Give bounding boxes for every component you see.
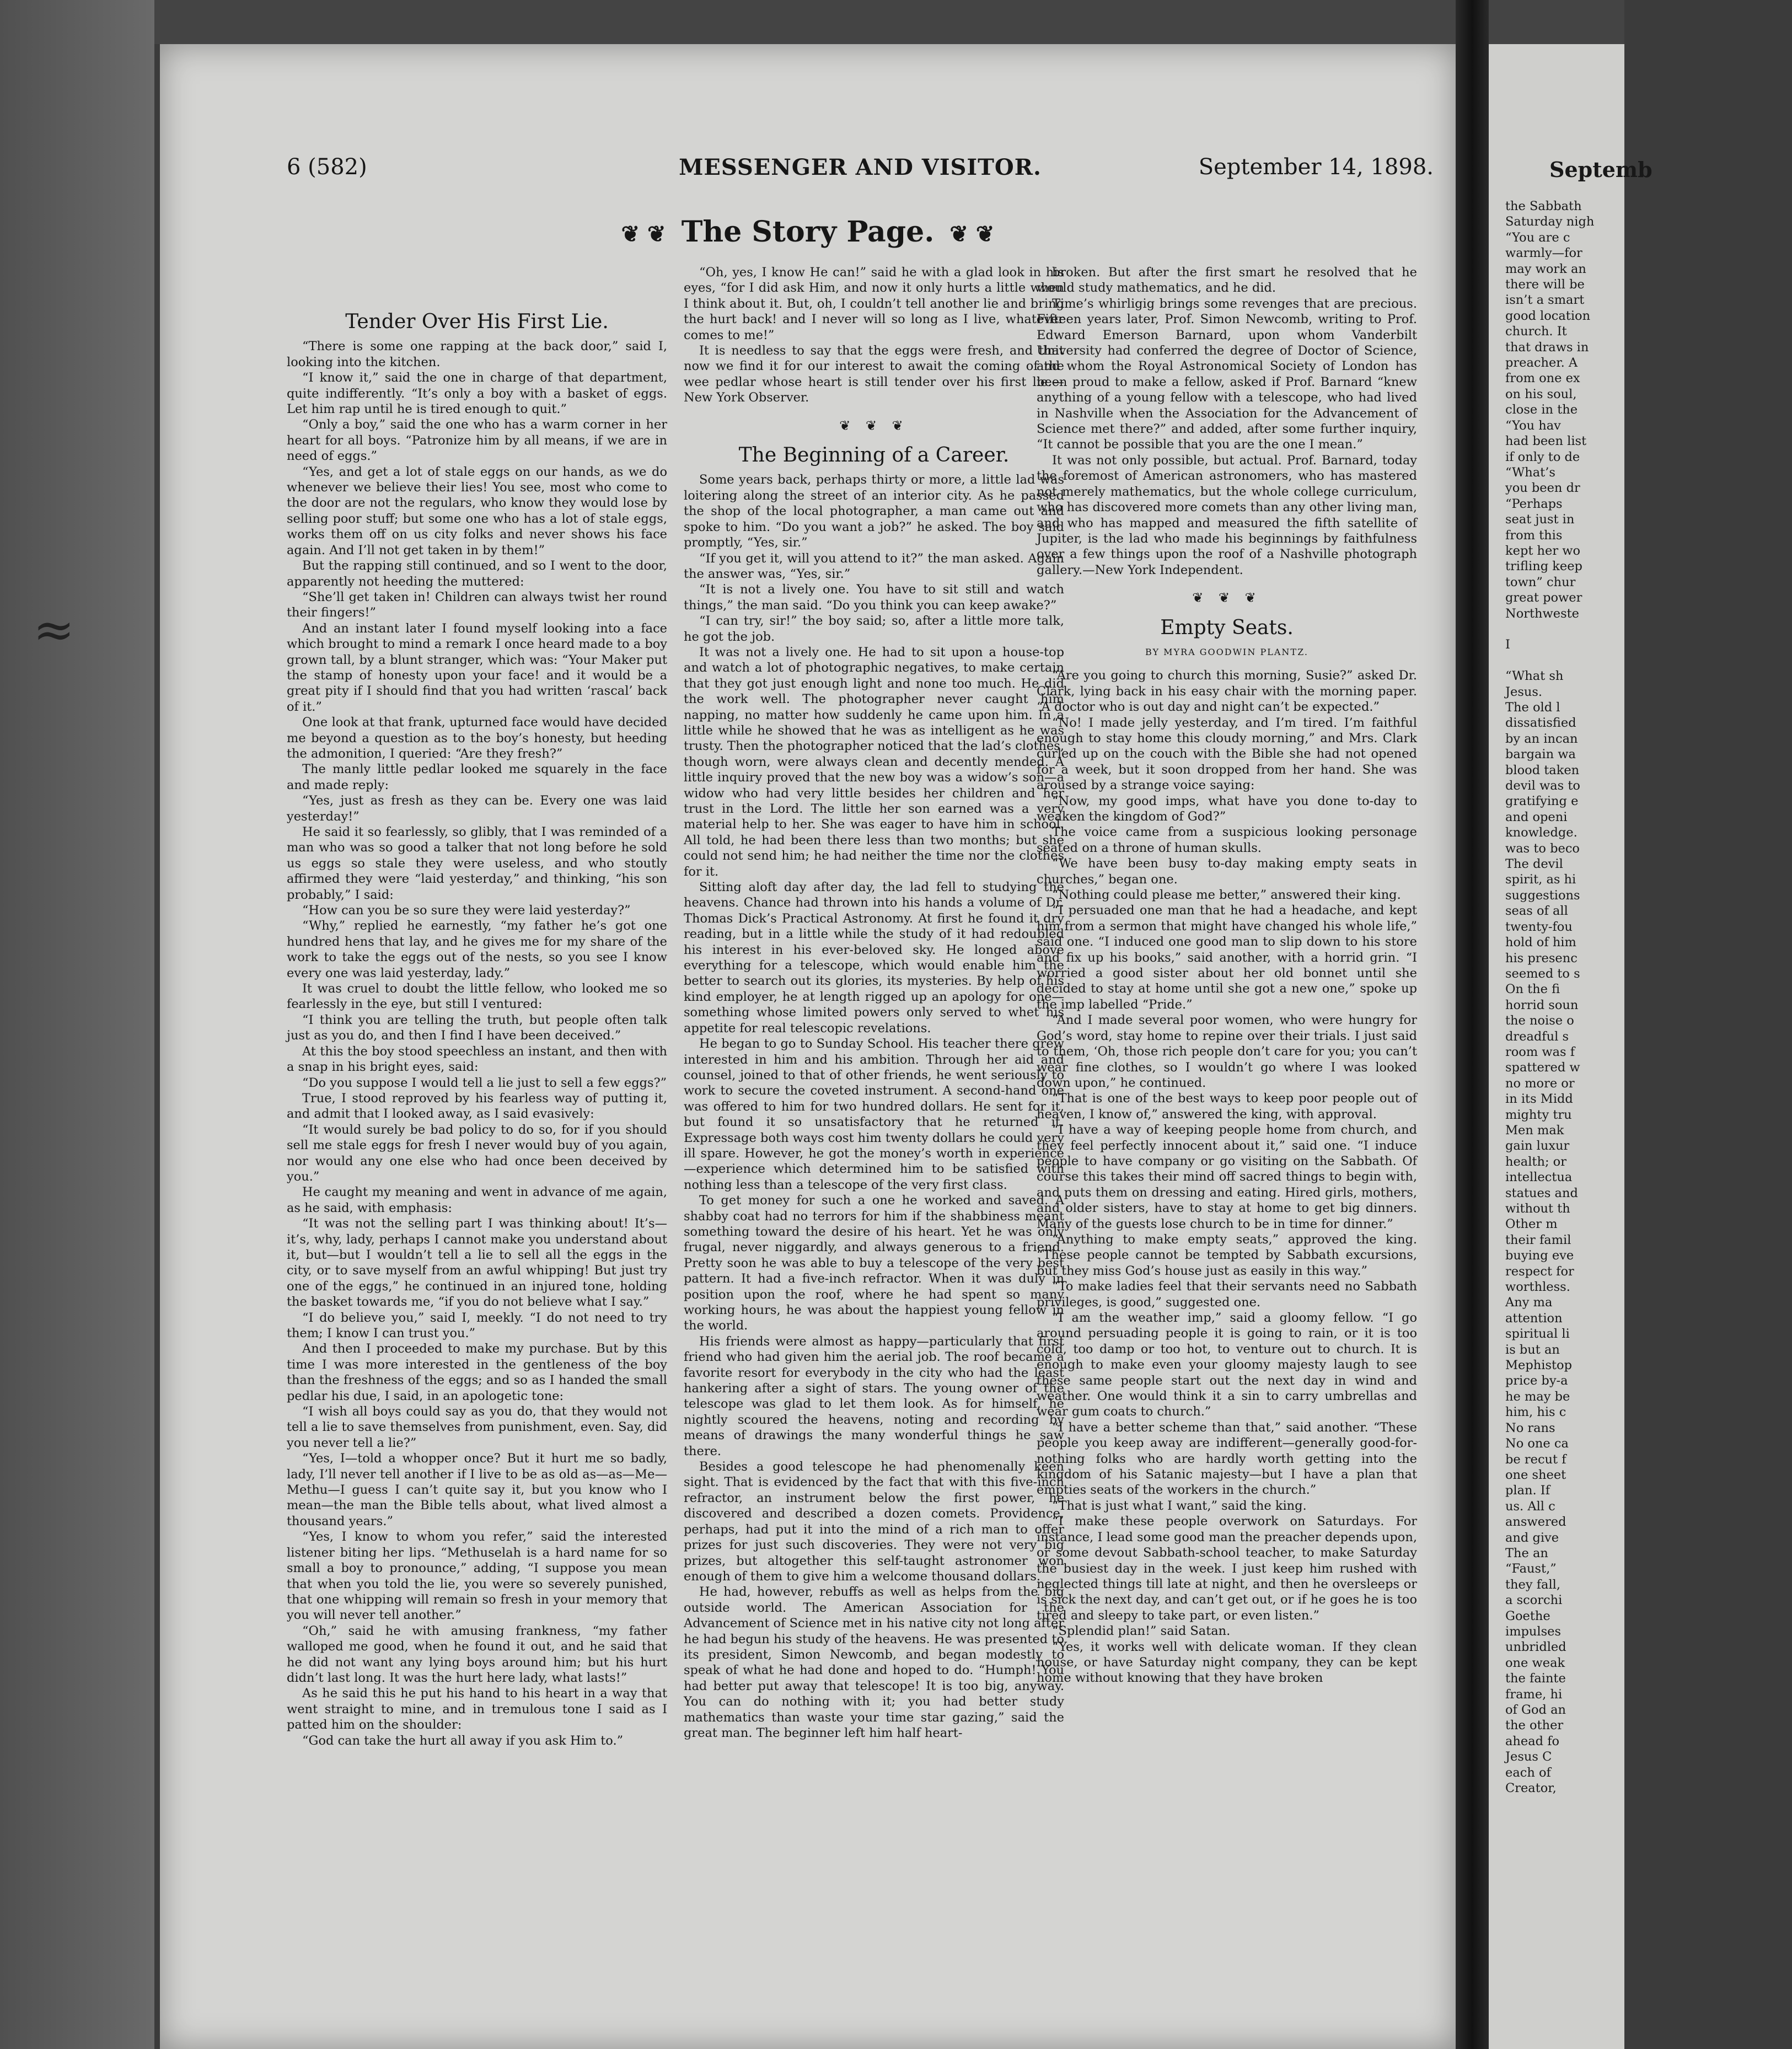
text-line: Northweste bbox=[1505, 606, 1580, 621]
paragraph: The voice came from a suspicious looking personage seated on a throne of human skulls. bbox=[1037, 825, 1417, 855]
article-title: The Beginning of a Career. bbox=[738, 444, 1010, 467]
paragraph: “Yes, just as fresh as they can be. Every one was laid yesterday!” bbox=[287, 793, 667, 824]
text-line: gain luxur bbox=[1505, 1139, 1570, 1154]
text-line: frame, hi bbox=[1505, 1687, 1563, 1702]
text-line: twenty-fou bbox=[1505, 919, 1573, 934]
adjacent-page-column bbox=[1505, 199, 1792, 1796]
text-line: their famil bbox=[1505, 1232, 1571, 1247]
paragraph: And an instant later I found myself looking into a face which brought to mind a remark I once heard made to a boy grown tall, by a blunt stranger, which was: “Your Maker put the stamp of honesty upon your face! and it would be a great pity if I should find that you had written ‘rascal’ back of it.” bbox=[287, 621, 667, 714]
text-line: bargain wa bbox=[1505, 747, 1576, 762]
text-line: spiritual li bbox=[1505, 1327, 1570, 1342]
text-line: one sheet bbox=[1505, 1467, 1566, 1482]
paragraph: And then I proceeded to make my purchase. But by this time I was more interested in the gentleness of the boy than the freshness of the eggs; and so as I handed the small pedlar his due, I said, in an apologetic tone: bbox=[287, 1342, 667, 1403]
paragraph: He caught my meaning and went in advance of me again, as he said, with emphasis: bbox=[287, 1185, 667, 1215]
text-line: respect for bbox=[1505, 1264, 1574, 1279]
text-line: Goethe bbox=[1505, 1608, 1550, 1623]
paragraph: It was cruel to doubt the little fellow, who looked me so fearlessly in the eye, but still I ventured: bbox=[287, 981, 667, 1012]
paragraph: “I wish all boys could say as you do, that they would not tell a lie to save themselves from punishment, even. Say, did you never tell a lie?” bbox=[287, 1404, 667, 1450]
text-line: “Perhaps bbox=[1505, 496, 1563, 511]
text-line: he may be bbox=[1505, 1389, 1570, 1404]
paragraph: “Yes, I—told a whopper once? But it hurt me so badly, lady, I’ll never tell another if I live to be as old as—as—Me—Methu—I guess I can’t quite say it, but you know who I mean—the man the Bible tells about, what lived almost a thousand years.” bbox=[287, 1451, 667, 1528]
fleuron-ornament-icon: ❦ ❦ bbox=[621, 221, 666, 247]
paragraph: Besides a good telescope he had phenomenally keen sight. That is evidenced by the fact that with this five-inch refractor, an instrument below the first power, he discovered and described a dozen comets. Providence, perhaps, had put it into the mind of a rich man to offer prizes for just such discoveries. They were not very big prizes, but altogether this self-taught astronomer won enough of them to give him a welcome thousand dollars. bbox=[684, 1460, 1064, 1584]
text-line: warmly—for bbox=[1505, 246, 1582, 261]
text-line: a scorchi bbox=[1505, 1593, 1563, 1608]
text-line: answered bbox=[1505, 1515, 1566, 1530]
scan-border-left bbox=[0, 0, 154, 2049]
text-line: price by-a bbox=[1505, 1374, 1568, 1388]
text-line: trifling keep bbox=[1505, 559, 1582, 574]
paragraph: He had, however, rebuffs as well as helps from the big outside world. The American Association for the Advancement of Science met in his native city not long after he had begun his study of the heavens. He was presented to its president, Simon Newcomb, and began modestly to speak of what he had done and hoped to do. “Humph! You had better put away that telescope! It is too big, anyway. You can do nothing with it; you had better study mathematics than waste your time star gazing,” said the great man. The beginner left him half heart- bbox=[684, 1585, 1064, 1740]
text-line: from one ex bbox=[1505, 371, 1580, 386]
text-line: in its Midd bbox=[1505, 1092, 1573, 1107]
text-line: you been dr bbox=[1505, 481, 1580, 496]
text-line: Creator, bbox=[1505, 1781, 1557, 1796]
text-line: of God an bbox=[1505, 1703, 1566, 1717]
paragraph: One look at that frank, upturned face would have decided me beyond a question as to the boy’s honesty, but heeding the admonition, I queried: “Are they fresh?” bbox=[287, 715, 667, 761]
text-line: “Faust,” bbox=[1505, 1562, 1557, 1576]
margin-pen-mark: ≈ bbox=[33, 601, 75, 659]
text-line: plan. If bbox=[1505, 1483, 1550, 1498]
paragraph: “Oh, yes, I know He can!” said he with a glad look in his eyes, “for I did ask Him, and now it only hurts a little when I think about it. But, oh, I couldn’t tell another lie and bring the hurt back! and I never will so long as I live, whatever comes to me!” bbox=[684, 265, 1064, 342]
paragraph: “Only a boy,” said the one who has a warm corner in her heart for all boys. “Patronize him by all means, if we are in need of eggs.” bbox=[287, 417, 667, 464]
text-line: seemed to s bbox=[1505, 966, 1580, 981]
text-line: blood taken bbox=[1505, 763, 1580, 777]
paper-name: MESSENGER AND VISITOR. bbox=[679, 154, 1042, 180]
paragraph: True, I stood reproved by his fearless way of putting it, and admit that I looked away, as I said evasively: bbox=[287, 1091, 667, 1122]
text-line: may work an bbox=[1505, 261, 1586, 276]
text-line: horrid soun bbox=[1505, 997, 1579, 1012]
text-line: there will be bbox=[1505, 277, 1585, 292]
paragraph: It was not a lively one. He had to sit upon a house-top and watch a lot of photographic negatives, to make certain that they got just enough light and none too much. He did the work well. The photographer never caught him napping, no matter how suddenly he came upon him. In a little while he showed that he was as intelligent as he was trusty. Then the photographer noticed that the lad’s clothes, though worn, were always clean and decently mended. A little inquiry proved that the new boy was a widow’s son—a widow who had very little besides her children and her trust in the Lord. The little her son earned was a very material help to her. She was eager to have him in school. All told, he had been there less than two months; but she could not send him; he had neither the time nor the clothes for it. bbox=[684, 645, 1064, 879]
text-line: seat just in bbox=[1505, 512, 1575, 527]
text-line: the other bbox=[1505, 1718, 1564, 1733]
paragraph: “To make ladies feel that their servants need no Sabbath privileges, is good,” suggested one. bbox=[1037, 1279, 1417, 1310]
text-line: the Sabbath bbox=[1505, 199, 1582, 213]
fleuron-ornament-icon: ❦ ❦ bbox=[949, 221, 995, 247]
paragraph: But the rapping still continued, and so I went to the door, apparently not heeding the muttered: bbox=[287, 559, 667, 589]
paragraph: It is needless to say that the eggs were fresh, and that now we find it for our interest to await the coming of the wee pedlar whose heart is still tender over his first lie.—New York Observer. bbox=[684, 344, 1064, 405]
paragraph: “That is just what I want,” said the king. bbox=[1052, 1498, 1307, 1513]
text-line: that draws in bbox=[1505, 340, 1589, 355]
text-line: church. It bbox=[1505, 324, 1567, 339]
issue-date: September 14, 1898. bbox=[1198, 154, 1434, 180]
text-line: No rans bbox=[1505, 1420, 1555, 1435]
text-line: “What sh bbox=[1505, 669, 1564, 684]
text-line: suggestions bbox=[1505, 888, 1580, 903]
text-line: Jesus. bbox=[1505, 684, 1543, 699]
paragraph: “That is one of the best ways to keep poor people out of heaven, I know of,” answered the king, with approval. bbox=[1037, 1091, 1417, 1122]
text-line: No one ca bbox=[1505, 1436, 1569, 1451]
article-body bbox=[1037, 668, 1417, 1686]
text-line: the noise o bbox=[1505, 1013, 1574, 1028]
text-line: worthless. bbox=[1505, 1280, 1570, 1295]
paragraph: “Oh,” said he with amusing frankness, “my father walloped me good, when he found it out, and he said that he did not want any lying boys around him; but his hurt didn’t last long. It was the hurt here lady, what lasts!” bbox=[287, 1623, 667, 1685]
paragraph: “There is some one rapping at the back door,” said I, looking into the kitchen. bbox=[287, 339, 667, 369]
paragraph: Sitting aloft day after day, the lad fell to studying the heavens. Chance had thrown into his hands a volume of Dr. Thomas Dick’s Practical Astronomy. At first he found it dry reading, but in a little while the study of it had redoubled his interest in his ever-beloved sky. He longed above everything for a telescope, which would enable him the better to search out its glories, its mysteries. By help of his kind employer, he at length rigged up an apology for one—something whose limited powers only served to whet his appetite for real telescopic revelations. bbox=[684, 880, 1064, 1036]
paragraph: He began to go to Sunday School. His teacher there grew interested in him and his ambition. Through her aid and counsel, joined to that of other friends, he went seriously to work to secure the coveted instrument. A second-hand one was offered to him for two hundred dollars. He sent for it, but found it so unsatisfactory that he returned it. Expressage both ways cost him twenty dollars he could very ill spare. However, he got the money’s worth in experience—experience which determined him to be satisfied with nothing less than a telescope of the very first class. bbox=[684, 1037, 1064, 1192]
paragraph: “If you get it, will you attend to it?” the man asked. Again the answer was, “Yes, sir.” bbox=[684, 551, 1064, 581]
paragraph: It was not only possible, but actual. Prof. Barnard, today the foremost of American astronomers, who has mastered not merely mathematics, but the whole college curriculum, who has discovered more comets than any other living man, and who has mapped and measured the fifth satellite of Jupiter, is the lad who made his beginnings by faithfulness over a few things upon the roof of a Nashville photograph gallery.—New York Independent. bbox=[1037, 453, 1417, 577]
text-line: impulses bbox=[1505, 1624, 1562, 1639]
article-body bbox=[684, 472, 1064, 1741]
text-line: intellectua bbox=[1505, 1170, 1573, 1185]
text-line: us. All c bbox=[1505, 1499, 1555, 1514]
text-line: his presenc bbox=[1505, 951, 1578, 966]
text-line: dissatisfied bbox=[1505, 716, 1576, 731]
text-line: mighty tru bbox=[1505, 1107, 1572, 1122]
paragraph: “How can you be so sure they were laid yesterday?” bbox=[302, 903, 631, 918]
text-line: devil was to bbox=[1505, 779, 1580, 793]
text-line: knowledge. bbox=[1505, 825, 1578, 840]
paragraph: “It would surely be bad policy to do so, for if you should sell me stale eggs for fresh I never would buy of you again, nor would any one else who had once been deceived by you.” bbox=[287, 1122, 667, 1184]
text-line: seas of all bbox=[1505, 904, 1568, 919]
paragraph: “Yes, I know to whom you refer,” said the interested listener biting her lips. “Methuselah is a hard name for so small a boy to pronounce,” adding, “I suppose you mean that when you told the lie, you were so severely punished, that one whipping will remain so fresh in your memory that you will never tell another.” bbox=[287, 1530, 667, 1623]
paragraph: “Yes, and get a lot of stale eggs on our hands, as we do whenever we believe their lies! You see, most who come to the door are not the regulars, who know they would lose by selling poor stuff; but some one who has a lot of stale eggs, works them off on us city folks and never shows his face again. And I’ll not get taken in by them!” bbox=[287, 464, 667, 557]
text-line: him, his c bbox=[1505, 1405, 1566, 1420]
paragraph: “I make these people overwork on Saturdays. For instance, I lead some good man the preacher depends upon, or some devout Sabbath-school teacher, to make Saturday the busiest day in the week. I just keep him rushed with neglected things till late at night, and then he oversleeps or is sick the next day, and can’t get out, or if he goes he is too tired and sleepy to take part, or even listen.” bbox=[1037, 1514, 1417, 1623]
paragraph: “It is not a lively one. You have to sit still and watch things,” the man said. “Do you think you can keep awake?” bbox=[684, 582, 1064, 613]
text-line: be recut f bbox=[1505, 1452, 1566, 1467]
paragraph: “Yes, it works well with delicate woman. If they clean house, or have Saturday night company, they can be kept home without knowing that they have broken bbox=[1037, 1639, 1417, 1686]
adjacent-page-header: Septemb bbox=[1549, 157, 1652, 182]
article-byline: BY MYRA GOODWIN PLANTZ. bbox=[1145, 646, 1308, 657]
text-line: On the fi bbox=[1505, 982, 1560, 997]
text-line: room was f bbox=[1505, 1044, 1575, 1059]
text-line: from this bbox=[1505, 528, 1563, 543]
text-line: Other m bbox=[1505, 1217, 1558, 1232]
paragraph: At this the boy stood speechless an instant, and then with a snap in his bright eyes, said: bbox=[287, 1044, 667, 1075]
text-line: “You are c bbox=[1505, 230, 1570, 245]
article-continuation bbox=[684, 265, 1064, 406]
paragraph: “I am the weather imp,” said a gloomy fellow. “I go around persuading people it is going to rain, or it is too cold, too damp or too hot, to venture out to church. It is enough to make even your gloomy majesty laugh to see these same people start out the next day in wind and weather. One would think it a sin to carry umbrellas and wear gum coats to church.” bbox=[1037, 1311, 1417, 1419]
adjacent-page-fragment bbox=[1489, 44, 1652, 2049]
text-line: on his soul, bbox=[1505, 387, 1577, 401]
article-body bbox=[287, 339, 667, 1748]
paragraph: He said it so fearlessly, so glibly, that I was reminded of a man who was so good a talker that not long before he sold us eggs so stale they were useless, and who stoutly affirmed they were “laid yesterday,” and thinking, “his son probably,” I said: bbox=[287, 825, 667, 902]
text-line bbox=[1505, 621, 1792, 637]
text-line: hold of him bbox=[1505, 935, 1576, 950]
paragraph: “I know it,” said the one in charge of that department, quite indifferently. “It’s only a boy with a basket of eggs. Let him rap until he is tired enough to quit.” bbox=[287, 371, 667, 417]
paragraph: “We have been busy to-day making empty seats in churches,” began one. bbox=[1037, 856, 1417, 887]
paragraph: Some years back, perhaps thirty or more, a little lad was loitering along the street of an interior city. As he passed the shop of the local photographer, a man came out and spoke to him. “Do you want a job?” he asked. The boy said promptly, “Yes, sir.” bbox=[684, 473, 1064, 550]
paragraph: “I can try, sir!” the boy said; so, after a little more talk, he got the job. bbox=[684, 614, 1064, 644]
paragraph: “No! I made jelly yesterday, and I’m tired. I’m faithful enough to stay home this cloudy morning,” and Mrs. Clark curled up on the couch with the Bible she had not opened for a week, but it soon dropped from her hand. She was aroused by a strange voice saying: bbox=[1037, 715, 1417, 793]
paragraph: broken. But after the first smart he resolved that he would study mathematics, and he did. bbox=[1037, 265, 1417, 296]
article-title: Tender Over His First Lie. bbox=[345, 310, 609, 333]
paragraph: Time’s whirligig brings some revenges that are precious. Fifteen years later, Prof. Simon Newcomb, writing to Prof. Edward Emerson Barnard, upon whom Vanderbilt University had conferred the degree of Doctor of Science, and whom the Royal Astronomical Society of London has been proud to make a fellow, asked if Prof. Barnard “knew anything of a young fellow with a telescope, who had lived in Nashville when the Association for the Advancement of Science met there?” and added, after some further inquiry, “It cannot be possible that you are the one I mean.” bbox=[1037, 296, 1417, 452]
text-line: “What’s bbox=[1505, 465, 1555, 480]
column-2 bbox=[684, 265, 1064, 1741]
text-line: ahead fo bbox=[1505, 1734, 1560, 1748]
text-line: great power bbox=[1505, 591, 1582, 605]
article-separator: ❦ ❦ ❦ bbox=[839, 417, 909, 433]
text-line: town” chur bbox=[1505, 575, 1576, 589]
text-line: they fall, bbox=[1505, 1577, 1560, 1592]
text-line: was to beco bbox=[1505, 841, 1580, 856]
column-1 bbox=[287, 309, 667, 1748]
text-line: if only to de bbox=[1505, 449, 1580, 464]
scan-border-top bbox=[0, 0, 1624, 44]
text-line: The an bbox=[1505, 1546, 1548, 1560]
text-line: health; or bbox=[1505, 1154, 1566, 1169]
text-line: isn’t a smart bbox=[1505, 293, 1585, 308]
text-line: one weak bbox=[1505, 1655, 1565, 1670]
text-line: each of bbox=[1505, 1765, 1551, 1780]
paragraph: “Now, my good imps, what have you done to-day to weaken the kingdom of God?” bbox=[1037, 793, 1417, 824]
newspaper-page bbox=[160, 44, 1456, 2049]
paragraph: “I do believe you,” said I, meekly. “I do not need to try them; I know I can trust you.” bbox=[287, 1310, 667, 1340]
text-line: attention bbox=[1505, 1311, 1563, 1326]
text-line: Any ma bbox=[1505, 1295, 1553, 1310]
text-line: spirit, as hi bbox=[1505, 872, 1576, 887]
section-title bbox=[160, 215, 1456, 249]
paragraph: “Are you going to church this morning, Susie?” asked Dr. Clark, lying back in his easy chair with the morning paper. “A doctor who is out day and night can’t be expected.” bbox=[1037, 668, 1417, 715]
paragraph: The manly little pedlar looked me squarely in the face and made reply: bbox=[287, 762, 667, 792]
paragraph: “I have a way of keeping people home from church, and they feel perfectly innocent about it,” said one. “I induce people to have company or go visiting on the Sabbath. Of course this takes their mind off sacred things to begin with, and puts them on dressing and eating. Hired girls, mothers, and older sisters, have to stay at home to get big dinners. Many of the guests lose church to be in time for dinner.” bbox=[1037, 1123, 1417, 1231]
paragraph: “Anything to make empty seats,” approved the king. “These people cannot be tempted by Sabbath excursions, but they miss God’s house just as easily in this way.” bbox=[1037, 1232, 1417, 1278]
text-line: is but an bbox=[1505, 1342, 1560, 1357]
text-line: good location bbox=[1505, 308, 1591, 323]
paragraph: “Nothing could please me better,” answered their king. bbox=[1052, 888, 1401, 903]
paragraph: To get money for such a one he worked and saved. A shabby coat had no terrors for him if the shabbiness meant something toward the desire of his heart. Yet he was only frugal, never niggardly, and always generous to a friend. Pretty soon he was able to buy a telescope of the very best pattern. It had a five-inch refractor. When it was duly in position upon the roof, where he had spent so many working hours, he was about the happiest young fellow in the world. bbox=[684, 1193, 1064, 1333]
text-line: gratifying e bbox=[1505, 794, 1579, 809]
page-number: 6 (582) bbox=[287, 154, 367, 180]
paragraph: “She’ll get taken in! Children can always twist her round their fingers!” bbox=[287, 589, 667, 620]
text-line bbox=[1505, 653, 1792, 668]
text-line: Saturday nigh bbox=[1505, 214, 1595, 229]
text-line: preacher. A bbox=[1505, 356, 1578, 371]
paragraph: “And I made several poor women, who were hungry for God’s word, stay home to repine over their trials. I just said to them, ‘Oh, those rich people don’t care for you; you can’t wear fine clothes, so I wouldn’t go where I was looked down upon,” he continued. bbox=[1037, 1013, 1417, 1090]
text-line: buying eve bbox=[1505, 1248, 1574, 1263]
text-line: the fainte bbox=[1505, 1671, 1566, 1686]
paragraph: “It was not the selling part I was thinking about! It’s—it’s, why, lady, perhaps I cannot make you understand about it, but—but I wouldn’t tell a lie to sell all the eggs in the city, or to save myself from an awful whipping! But just try one of the eggs,” he continued in an injured tone, holding the basket towards me, “if you do not believe what I say.” bbox=[287, 1216, 667, 1310]
text-line: The old l bbox=[1505, 700, 1560, 715]
article-separator: ❦ ❦ ❦ bbox=[1192, 590, 1262, 606]
text-line: close in the bbox=[1505, 403, 1578, 417]
paragraph: “Do you suppose I would tell a lie just to sell a few eggs?” bbox=[302, 1075, 667, 1090]
paragraph: “Splendid plan!” said Satan. bbox=[1052, 1624, 1231, 1639]
section-title-text: The Story Page. bbox=[681, 215, 935, 249]
paragraph: “I persuaded one man that he had a headache, and kept him from a sermon that might have changed his whole life,” said one. “I induced one good man to slip down to his store and fix up his books,” said another, with a horrid grin. “I worried a good sister about her old bonnet until she decided to stay at home until she got a new one,” spoke up the imp labelled “Pride.” bbox=[1037, 903, 1417, 1012]
book-gutter bbox=[1456, 0, 1489, 2049]
article-continuation bbox=[1037, 265, 1417, 578]
text-line: without th bbox=[1505, 1201, 1570, 1216]
text-line: statues and bbox=[1505, 1186, 1578, 1200]
text-line: I bbox=[1505, 637, 1510, 652]
text-line: Men mak bbox=[1505, 1123, 1564, 1138]
text-line: Jesus C bbox=[1505, 1750, 1552, 1764]
text-line: and openi bbox=[1505, 809, 1568, 824]
text-line: dreadful s bbox=[1505, 1029, 1569, 1044]
text-line: “You hav bbox=[1505, 418, 1561, 433]
paragraph: “Why,” replied he earnestly, “my father he’s got one hundred hens that lay, and he gives me for my share of the work to take the eggs out of the nests, so you see I know every one was laid yesterday, lady.” bbox=[287, 919, 667, 980]
text-line: no more or bbox=[1505, 1076, 1575, 1091]
text-line: The devil bbox=[1505, 857, 1563, 872]
paragraph: His friends were almost as happy—particularly that first friend who had given him the aerial job. The roof became a favorite resort for everybody in the city who had the least hankering after a sight of stars. The young owner of the telescope was glad to let them look. As for himself, he nightly scoured the heavens, noting and recording by means of drawings the many wonderful things he saw there. bbox=[684, 1334, 1064, 1458]
text-line: Mephistop bbox=[1505, 1358, 1572, 1373]
paragraph: “I think you are telling the truth, but people often talk just as you do, and then I find I have been deceived.” bbox=[287, 1012, 667, 1043]
text-line: spattered w bbox=[1505, 1060, 1580, 1075]
paragraph: “I have a better scheme than that,” said another. “These people you keep away are indifferent—generally good-for-nothing folks who are hardly worth getting into the kingdom of his Satanic majesty—but I have a plan that empties seats of the workers in the church.” bbox=[1037, 1420, 1417, 1498]
text-line: kept her wo bbox=[1505, 543, 1581, 558]
paragraph: As he said this he put his hand to his heart in a way that went straight to mine, and in tremulous tone I said as I patted him on the shoulder: bbox=[287, 1686, 667, 1732]
running-head bbox=[287, 154, 1434, 199]
text-line: by an incan bbox=[1505, 731, 1578, 746]
paragraph: “God can take the hurt all away if you ask Him to.” bbox=[302, 1733, 624, 1748]
article-title: Empty Seats. bbox=[1160, 616, 1294, 639]
text-line: unbridled bbox=[1505, 1640, 1566, 1655]
text-line: had been list bbox=[1505, 434, 1587, 449]
column-3 bbox=[1037, 265, 1417, 1686]
text-line: and give bbox=[1505, 1530, 1559, 1545]
